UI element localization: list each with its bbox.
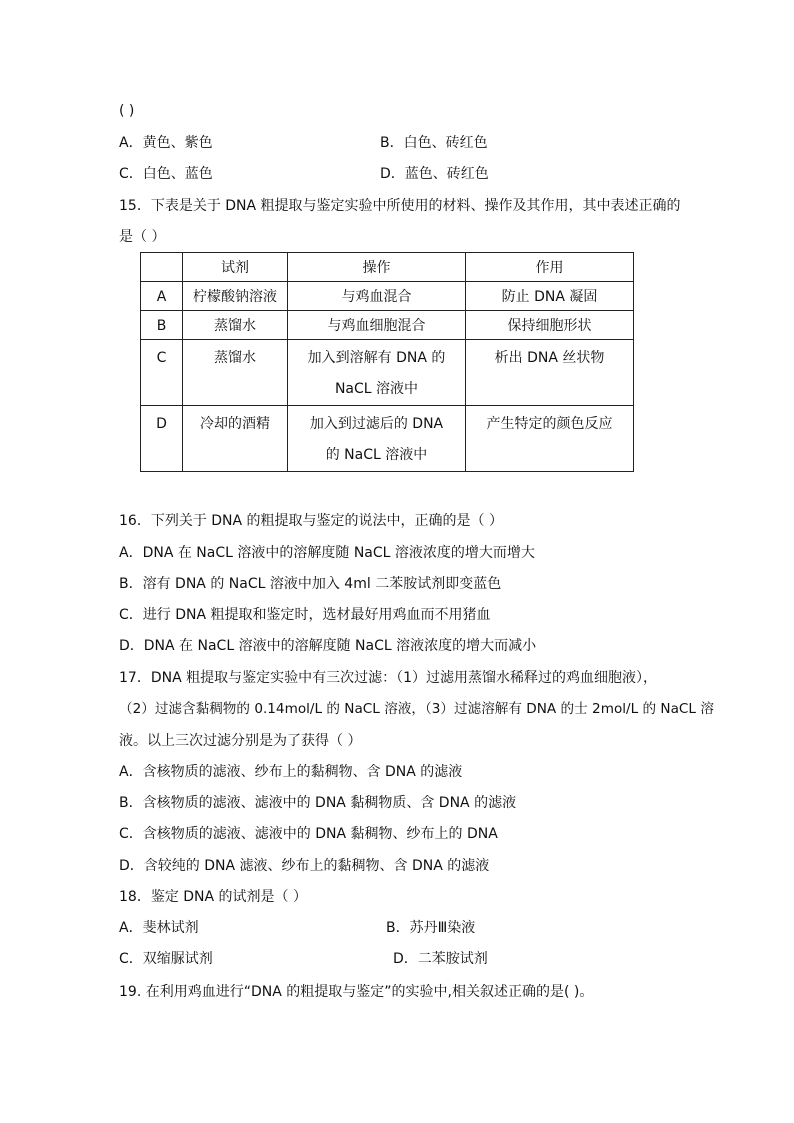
- header-cell-reagent: 试剂: [183, 253, 288, 282]
- row-effect: 防止 DNA 凝固: [466, 282, 634, 311]
- q16-option-c: C．进行 DNA 粗提取和鉴定时，选材最好用鸡血而不用猪血: [119, 607, 491, 623]
- row-effect: 产生特定的颜色反应: [466, 406, 634, 472]
- q16-option-b: B．溶有 DNA 的 NaCL 溶液中加入 4ml 二苯胺试剂即变蓝色: [119, 576, 502, 592]
- q17-stem-line1: 17．DNA 粗提取与鉴定实验中有三次过滤：（1）过滤用蒸馏水稀释过的鸡血细胞液），: [119, 670, 657, 686]
- q14-option-b: B．白色、砖红色: [380, 135, 488, 151]
- row-operation: [288, 406, 466, 472]
- table-row: [141, 282, 634, 311]
- q15-stem-line2: 是（ ）: [119, 229, 166, 245]
- table-row: [141, 406, 634, 472]
- row-reagent: 柠檬酸钠溶液: [183, 282, 288, 311]
- row-operation: 与鸡血细胞混合: [288, 311, 466, 340]
- row-reagent: 蒸馏水: [183, 311, 288, 340]
- q17-stem-line2: （2）过滤含黏稠物的 0.14mol/L 的 NaCL 溶液，（3）过滤溶解有 DNA 的士 2mol/L 的 NaCL 溶: [119, 701, 714, 717]
- row-reagent: 冷却的酒精: [183, 406, 288, 472]
- q16-stem: 16．下列关于 DNA 的粗提取与鉴定的说法中，正确的是（ ）: [119, 513, 503, 529]
- q16-option-d: D．DNA 在 NaCL 溶液中的溶解度随 NaCL 溶液浓度的增大而减小: [119, 638, 537, 654]
- row-effect: 析出 DNA 丝状物: [466, 340, 634, 406]
- q17-option-d: D．含较纯的 DNA 滤液、纱布上的黏稠物、含 DNA 的滤液: [119, 858, 490, 874]
- table-row: [141, 340, 634, 406]
- q14-blank: ( ): [119, 103, 135, 119]
- q19-stem: 19. 在利用鸡血进行“DNA 的粗提取与鉴定”的实验中,相关叙述正确的是( )。: [119, 984, 594, 1000]
- header-cell-effect: 作用: [466, 253, 634, 282]
- table-row: [141, 311, 634, 340]
- table-header-row: [141, 253, 634, 282]
- q14-option-d: D．蓝色、砖红色: [380, 166, 489, 182]
- q17-option-c: C．含核物质的滤液、滤液中的 DNA 黏稠物、纱布上的 DNA: [119, 826, 498, 842]
- row-operation-line2: 的 NaCL 溶液中: [325, 447, 428, 463]
- row-operation-line1: 加入到溶解有 DNA 的: [307, 350, 446, 366]
- row-label: D: [141, 406, 183, 472]
- q16-option-a: A．DNA 在 NaCL 溶液中的溶解度随 NaCL 溶液浓度的增大而增大: [119, 545, 535, 561]
- q14-option-c: C．白色、蓝色: [119, 166, 213, 182]
- row-operation-line2: NaCL 溶液中: [334, 381, 419, 397]
- q18-option-a: A．斐林试剂: [119, 920, 199, 936]
- q17-option-b: B．含核物质的滤液、滤液中的 DNA 黏稠物质、含 DNA 的滤液: [119, 795, 517, 811]
- row-label: A: [141, 282, 183, 311]
- header-cell-operation: 操作: [288, 253, 466, 282]
- row-effect: 保持细胞形状: [466, 311, 634, 340]
- q14-option-a: A．黄色、紫色: [119, 135, 213, 151]
- q18-option-b: B．苏丹Ⅲ染液: [386, 920, 476, 936]
- q17-stem-line3: 液。以上三次过滤分别是为了获得（ ）: [119, 733, 362, 749]
- row-operation: [288, 340, 466, 406]
- row-operation-line1: 加入到过滤后的 DNA: [309, 416, 444, 432]
- header-cell-label: [141, 253, 183, 282]
- row-operation: 与鸡血混合: [288, 282, 466, 311]
- row-reagent: 蒸馏水: [183, 340, 288, 406]
- q15-stem-line1: 15．下表是关于 DNA 粗提取与鉴定实验中所使用的材料、操作及其作用，其中表述正确的: [119, 198, 681, 214]
- q18-option-c: C．双缩脲试剂: [119, 951, 213, 967]
- q18-option-d: D．二苯胺试剂: [393, 951, 488, 967]
- q17-option-a: A．含核物质的滤液、纱布上的黏稠物、含 DNA 的滤液: [119, 764, 463, 780]
- q15-table: [140, 252, 634, 472]
- row-label: B: [141, 311, 183, 340]
- row-label: C: [141, 340, 183, 406]
- q18-stem: 18．鉴定 DNA 的试剂是（ ）: [119, 889, 307, 905]
